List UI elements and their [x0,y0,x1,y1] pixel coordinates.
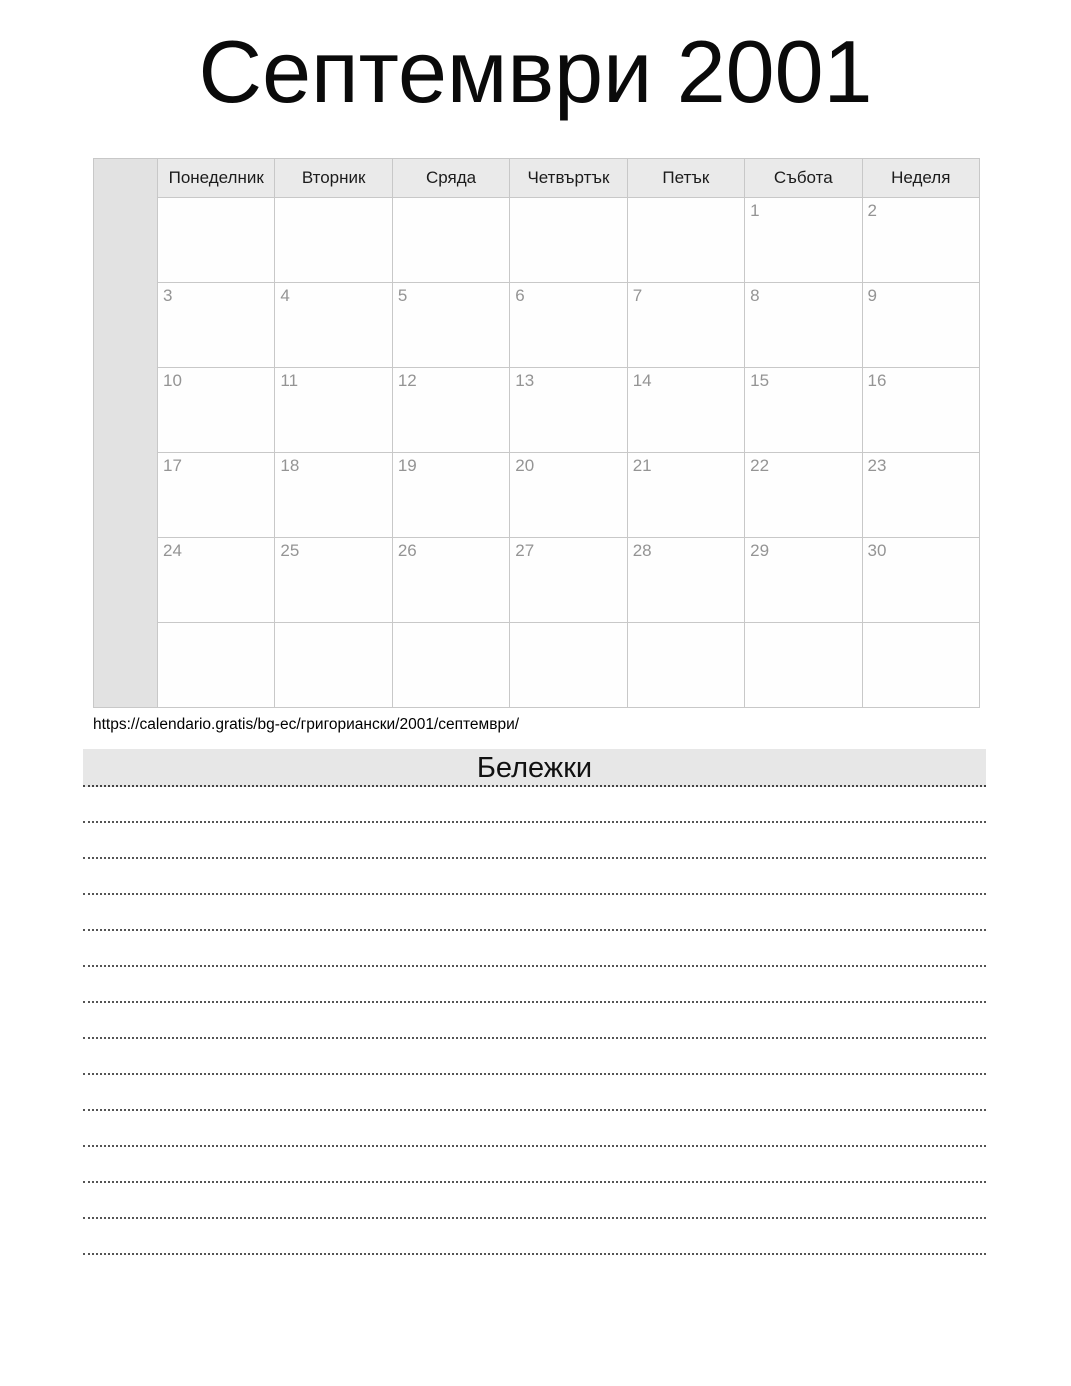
day-cell [510,197,627,282]
note-line [83,931,986,967]
weekday-header-saturday: Събота [745,158,862,197]
day-cell: 20 [510,452,627,537]
note-line [83,1003,986,1039]
day-cell: 25 [275,537,392,622]
note-line [83,895,986,931]
calendar-week-row-2 [94,282,980,367]
day-cell: 13 [510,367,627,452]
day-cell: 11 [275,367,392,452]
calendar-week-row-4 [94,452,980,537]
weekday-header-row [94,158,980,197]
note-line [83,1111,986,1147]
calendar-week-row-6 [94,622,980,707]
day-cell: 3 [158,282,275,367]
day-cell: 22 [745,452,862,537]
day-cell: 2 [862,197,979,282]
weekday-header-monday: Понеделник [158,158,275,197]
day-cell [745,622,862,707]
calendar-table [93,158,980,708]
note-line [83,823,986,859]
day-cell [627,197,744,282]
day-cell [862,622,979,707]
day-cell: 30 [862,537,979,622]
note-line [83,967,986,1003]
note-line [83,787,986,823]
day-cell [627,622,744,707]
note-line [83,1183,986,1219]
day-cell: 12 [392,367,509,452]
day-cell: 21 [627,452,744,537]
weekday-header-sunday: Неделя [862,158,979,197]
weekday-header-wednesday: Сряда [392,158,509,197]
day-cell [392,197,509,282]
day-cell: 6 [510,282,627,367]
day-cell [510,622,627,707]
day-cell: 23 [862,452,979,537]
note-line [83,1075,986,1111]
day-cell: 1 [745,197,862,282]
source-url: https://calendario.gratis/bg-ec/григориански/2001/септември/ [93,715,520,733]
calendar-gutter [94,158,158,707]
note-line [83,1219,986,1255]
day-cell: 9 [862,282,979,367]
day-cell: 28 [627,537,744,622]
day-cell: 17 [158,452,275,537]
day-cell: 5 [392,282,509,367]
day-cell: 19 [392,452,509,537]
weekday-header-tuesday: Вторник [275,158,392,197]
day-cell: 24 [158,537,275,622]
page-title: Септември 2001 [198,22,873,121]
day-cell [158,197,275,282]
weekday-header-friday: Петък [627,158,744,197]
day-cell [392,622,509,707]
note-line [83,1147,986,1183]
day-cell [275,622,392,707]
calendar-week-row-5 [94,537,980,622]
day-cell: 4 [275,282,392,367]
day-cell: 26 [392,537,509,622]
day-cell: 18 [275,452,392,537]
day-cell: 27 [510,537,627,622]
day-cell: 15 [745,367,862,452]
day-cell [158,622,275,707]
notes-title: Бележки [83,749,986,787]
weekday-header-thursday: Четвъртък [510,158,627,197]
day-cell: 10 [158,367,275,452]
day-cell: 16 [862,367,979,452]
day-cell: 7 [627,282,744,367]
notes-section [83,749,986,1255]
day-cell: 29 [745,537,862,622]
calendar-week-row-1 [94,197,980,282]
day-cell: 8 [745,282,862,367]
day-cell [275,197,392,282]
calendar-week-row-3 [94,367,980,452]
note-line [83,859,986,895]
note-line [83,1039,986,1075]
day-cell: 14 [627,367,744,452]
